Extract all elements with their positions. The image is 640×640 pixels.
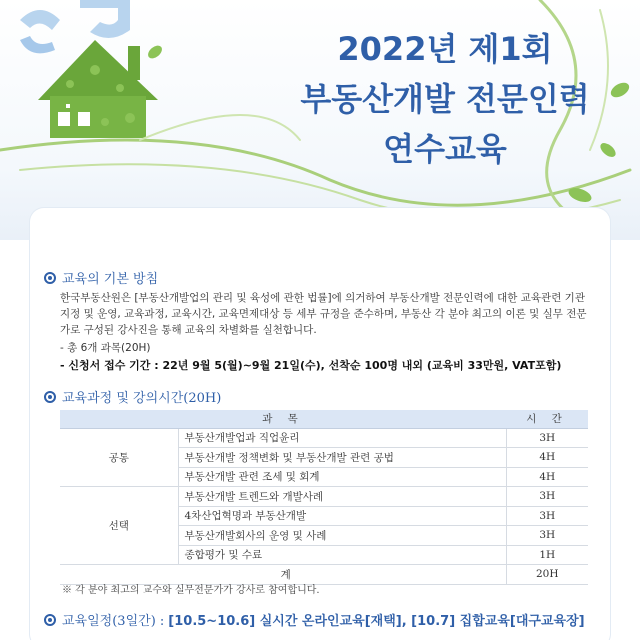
subject-cell: 종합평가 및 수료 — [178, 545, 506, 565]
instructor-note: ※ 각 분야 최고의 교수와 실무전문가가 강사로 참여합니다. — [62, 585, 320, 596]
subject-cell: 부동산개발 관련 조세 및 회계 — [178, 467, 506, 487]
bullet-icon — [44, 272, 56, 284]
course-count-item: - 총 6개 과목(20H) — [60, 342, 151, 354]
group-common: 공통 — [60, 428, 178, 487]
leaf-house-icon — [38, 40, 158, 138]
total-label: 계 — [60, 565, 506, 585]
section-course-heading — [44, 387, 221, 406]
bullet-icon — [44, 391, 56, 403]
corner-ribbon-icon — [20, 10, 60, 30]
table-row — [60, 487, 588, 507]
hours-cell: 3H — [506, 506, 588, 526]
title-line-2: 부동산개발 전문인력 — [300, 80, 590, 118]
schedule-line — [44, 610, 585, 629]
hours-cell: 4H — [506, 467, 588, 487]
application-period-item: - 신청서 접수 기간 : 22년 9월 5(월)~9월 21일(수), 선착순 100명 내외 (교육비 33만원, VAT포함) — [60, 359, 562, 372]
schedule-label: 교육일정(3일간) : — [62, 614, 165, 629]
schedule-value: [10.5~10.6] 실시간 온라인교육[재택], [10.7] 집합교육[대구교육장] — [168, 614, 585, 629]
section-basic-paragraph: 한국부동산원은 [부동산개발업의 관리 및 육성에 관한 법률]에 의거하여 부동산개발 전문인력에 대한 교육관련 기관지정 및 운영, 교육과정, 교육시간, 교육면제대상 등 세부 규정을 준수하며, 부동산 각 분야 최고의 이론 및 실무 전문가로 구성된 강사진을 통해 교육의 차별화를 실천합니다. — [60, 292, 587, 336]
course-table — [60, 410, 588, 585]
hours-cell: 3H — [506, 526, 588, 546]
table-row — [60, 428, 588, 448]
bullet-icon — [44, 614, 56, 626]
subject-cell: 부동산개발 트렌드와 개발사례 — [178, 487, 506, 507]
table-header-row — [60, 410, 588, 428]
group-elective: 선택 — [60, 487, 178, 565]
title-line-3: 연수교육 — [383, 130, 507, 168]
total-hours: 20H — [506, 565, 588, 585]
subject-cell: 4차산업혁명과 부동산개발 — [178, 506, 506, 526]
hours-cell: 3H — [506, 428, 588, 448]
section-basic-heading — [44, 268, 158, 287]
title-line-1: 2022년 제1회 — [337, 30, 553, 68]
col-hours-header: 시 간 — [506, 410, 588, 428]
subject-cell: 부동산개발 정책변화 및 부동산개발 관련 공법 — [178, 448, 506, 468]
col-subject-header: 과 목 — [60, 410, 506, 428]
hours-cell: 1H — [506, 545, 588, 565]
hours-cell: 4H — [506, 448, 588, 468]
hours-cell: 3H — [506, 487, 588, 507]
subject-cell: 부동산개발업과 직업윤리 — [178, 428, 506, 448]
section-course-heading-text: 교육과정 및 강의시간(20H) — [62, 391, 222, 406]
section-basic-heading-text: 교육의 기본 방침 — [62, 272, 159, 287]
subject-cell: 부동산개발회사의 운영 및 사례 — [178, 526, 506, 546]
